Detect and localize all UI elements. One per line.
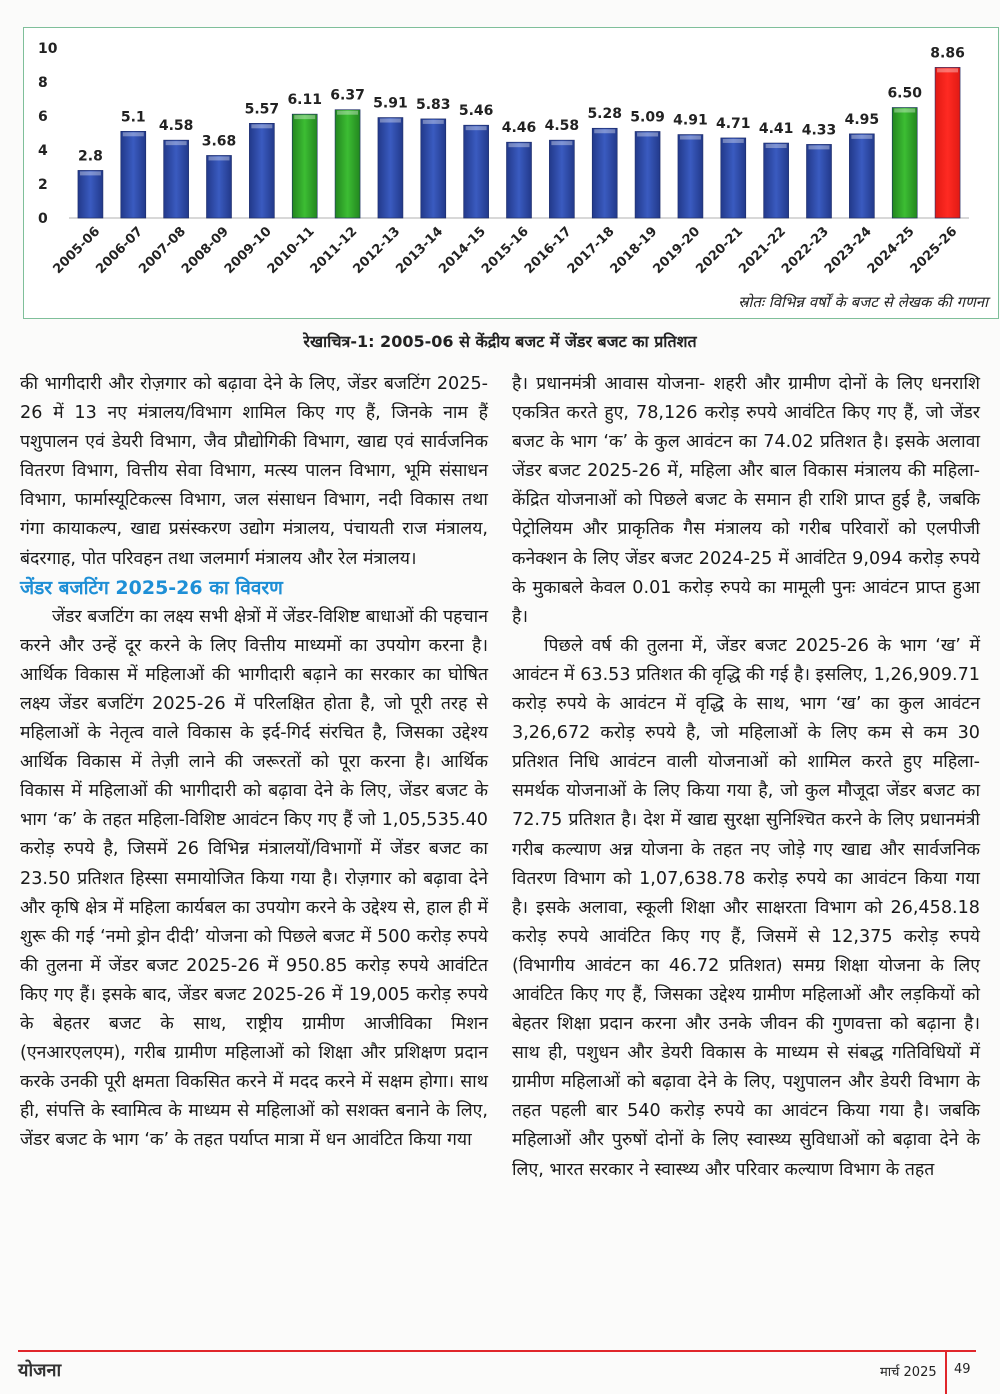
x-tick-label: 2015-16 [479, 224, 532, 278]
bar-2009-10 [249, 123, 274, 218]
footer-divider [18, 1350, 976, 1352]
bar-2023-24 [849, 134, 874, 218]
bar-highlight [509, 143, 530, 147]
article-column-left [20, 370, 488, 1155]
bar-2012-13 [378, 118, 403, 218]
magazine-name: योजना [18, 1360, 62, 1381]
x-tick-label: 2016-17 [521, 224, 575, 278]
data-label: 3.68 [201, 133, 237, 150]
bar-highlight [551, 141, 572, 145]
x-tick-label: 2018-19 [607, 224, 661, 278]
bar-highlight [80, 171, 101, 175]
bar-2022-23 [807, 144, 832, 218]
bar-2017-18 [592, 128, 617, 218]
data-label: 4.58 [158, 118, 194, 135]
bar-highlight [380, 119, 401, 123]
x-tick-label: 2022-23 [779, 224, 832, 278]
x-tick-label: 2010-11 [264, 224, 318, 278]
data-label: 5.46 [458, 103, 494, 120]
paragraph: पिछले वर्ष की तुलना में, जेंडर बजट 2025-26 के भाग ‘ख’ में आवंटन में 63.53 प्रतिशत की वृद्धि की गई है। इसलिए, 1,26,909.71 करोड़ रुपये के आवंटन में वृद्धि के साथ, भाग ‘ख’ का कुल आवंटन 3,26,672 करोड़ रुपये है, जो महिलाओं के लिए कम से कम 30 प्रतिशत निधि आवंटन वाली योजनाओं को शामिल करते हुए महिला-समर्थक योजनाओं के लिए किया गया है, जो कुल मौजूदा जेंडर बजट का 72.75 प्रतिशत है। देश में खाद्य सुरक्षा सुनिश्चित करने के लिए प्रधानमंत्री गरीब कल्याण अन्न योजना के तहत नए जोड़े गए खाद्य और सार्वजनिक वितरण विभाग को 1,07,638.78 करोड़ रुपये का आवंटन किया गया है। इसके अलावा, स्कूली शिक्षा और साक्षरता विभाग को 26,458.18 करोड़ रुपये आवंटित किए गए हैं, जिसमें से 12,375 करोड़ रुपये (विभागीय आवंटन का 46.72 प्रतिशत) समग्र शिक्षा योजना के लिए आवंटित किए गए हैं, जिसका उद्देश्य ग्रामीण महिलाओं और लड़कियों को बेहतर शिक्षा प्रदान करना और उनके जीवन की गुणवत्ता को बढ़ाना है। साथ ही, पशुधन और डेयरी विकास के माध्यम से संबद्ध गतिविधियों में ग्रामीण महिलाओं को बढ़ावा देने के लिए, पशुपालन और डेयरी विभाग के तहत पहली बार 540 करोड़ रुपये का आवंटन किया गया है। जबकि महिलाओं और पुरुषों दोनों के लिए स्वास्थ्य सुविधाओं को बढ़ावा देने के लिए, भारत सरकार ने स्वास्थ्य और परिवार कल्याण विभाग के तहत [512, 635, 980, 1180]
x-tick-label: 2025-26 [907, 224, 961, 278]
paragraph: की भागीदारी और रोज़गार को बढ़ावा देने के लिए, जेंडर बजटिंग 2025-26 में 13 नए मंत्रालय/विभाग शामिल किए गए हैं, जिनके नाम हैं पशुपालन एवं डेयरी विभाग, जैव प्रौद्योगिकी विभाग, खाद्य एवं सार्वजनिक वितरण विभाग, वित्तीय सेवा विभाग, मत्स्य पालन विभाग, भूमि संसाधन विभाग, फार्मास्यूटिकल्स विभाग, जल संसाधन विभाग, नदी विकास तथा गंगा कायाकल्प, खाद्य प्रसंस्करण उद्योग मंत्रालय, पंचायती राज मंत्रालय, बंदरगाह, पोत परिवहन तथा जलमार्ग मंत्रालय और रेल मंत्रालय। [20, 374, 488, 569]
footer-page-divider [945, 1350, 947, 1394]
x-tick-label: 2013-14 [393, 224, 447, 278]
data-label: 6.50 [887, 85, 922, 102]
bar-2006-07 [121, 131, 146, 218]
x-tick-label: 2009-10 [221, 224, 275, 278]
paragraph: जेंडर बजटिंग का लक्ष्य सभी क्षेत्रों में जेंडर-विशिष्ट बाधाओं की पहचान करने और उन्हें दूर करने के लिए वित्तीय माध्यमों का उपयोग करना है। आर्थिक विकास में महिलाओं की भागीदारी बढ़ाने का सरकार का घोषित लक्ष्य जेंडर बजटिंग 2025-26 में परिलक्षित होता है, जो पूरी तरह से महिलाओं के नेतृत्व वाले विकास के इर्द-गिर्द संरचित है, जिसका उद्देश्य आर्थिक विकास में तेज़ी लाने की जरूरतों को पूरा करना है। आर्थिक विकास में महिलाओं की भागीदारी को बढ़ावा देने के लिए, जेंडर बजट के भाग ‘क’ के तहत महिला-विशिष्ट आवंटन किए गए हैं जो 1,05,535.40 करोड़ रुपये है, जिसमें 26 विभिन्न मंत्रालयों/विभागों में जेंडर बजट का 23.50 प्रतिशत हिस्सा समायोजित किया गया है। रोज़गार को बढ़ावा देने और कृषि क्षेत्र में महिला कार्यबल का उपयोग करने के उद्देश्य से, हाल ही में शुरू की गई ‘नमो ड्रोन दीदी’ योजना को पिछले बजट में 500 करोड़ रुपये की तुलना में जेंडर बजट 2025-26 में 950.85 करोड़ रुपये आवंटित किए गए हैं। इसके बाद, जेंडर बजट 2025-26 में 19,005 करोड़ रुपये के बेहतर बजट के साथ, राष्ट्रीय ग्रामीण आजीविका मिशन (एनआरएलएम), गरीब ग्रामीण महिलाओं को शिक्षा और प्रशिक्षण प्रदान करके उनकी पूरी क्षमता विकसित करने में मदद करने में सक्षम होगा। साथ ही, संपत्ति के स्वामित्व के माध्यम से महिलाओं को सशक्त बनाने के लिए, जेंडर बजट के भाग ‘क’ के तहत पर्याप्त मात्रा में धन आवंटित किया गया [20, 606, 488, 1151]
x-tick-label: 2020-21 [693, 224, 747, 278]
data-label: 2.8 [78, 148, 103, 165]
bar-highlight [809, 145, 830, 149]
bar-2020-21 [721, 138, 746, 218]
data-label: 5.28 [587, 106, 622, 123]
bar-2021-22 [764, 143, 789, 218]
chart-canvas [24, 28, 1000, 320]
x-tick-label: 2023-24 [821, 224, 875, 278]
data-label: 6.11 [287, 92, 322, 109]
issue-date: मार्च 2025 [880, 1365, 937, 1380]
bar-highlight [209, 156, 230, 160]
x-tick-label: 2006-07 [93, 224, 147, 278]
bar-highlight [337, 111, 358, 115]
bar-2024-25 [892, 108, 917, 219]
bar-highlight [723, 139, 744, 143]
bar-highlight [423, 120, 444, 124]
x-tick-label: 2005-06 [50, 224, 104, 278]
data-label: 4.95 [844, 111, 880, 128]
x-tick-label: 2021-22 [736, 224, 789, 278]
bar-2011-12 [335, 110, 360, 218]
bar-highlight [166, 141, 187, 145]
bar-2005-06 [78, 170, 103, 218]
bar-highlight [594, 129, 615, 133]
data-label: 4.71 [716, 115, 751, 132]
bar-highlight [123, 132, 144, 136]
bar-highlight [851, 135, 872, 139]
chart-source: स्रोतः विभिन्न वर्षों के बजट से लेखक की गणना [738, 293, 988, 311]
data-label: 8.86 [930, 45, 965, 62]
data-label: 5.1 [120, 109, 146, 126]
x-tick-label: 2012-13 [350, 224, 404, 278]
y-tick-label: 2 [38, 177, 48, 193]
x-tick-label: 2011-12 [307, 224, 361, 278]
x-tick-label: 2008-09 [179, 224, 232, 278]
data-label: 4.58 [544, 118, 580, 135]
bar-highlight [894, 109, 915, 113]
bar-highlight [637, 132, 658, 136]
y-tick-label: 10 [38, 41, 58, 57]
bar-highlight [937, 68, 958, 72]
page-number: 49 [954, 1362, 971, 1377]
bar-highlight [466, 126, 487, 130]
data-label: 6.37 [330, 87, 365, 104]
data-label: 5.57 [244, 101, 280, 118]
bar-highlight [294, 115, 315, 119]
figure-caption: रेखाचित्र-1: 2005-06 से केंद्रीय बजट में जेंडर बजट का प्रतिशत [303, 332, 697, 351]
bar-2025-26 [935, 67, 960, 218]
paragraph: है। प्रधानमंत्री आवास योजना- शहरी और ग्रामीण दोनों के लिए धनराशि एकत्रित करते हुए, 78,126 करोड़ रुपये आवंटित किए गए हैं, जो जेंडर बजट के भाग ‘क’ के कुल आवंटन का 74.02 प्रतिशत है। इसके अलावा जेंडर बजट 2025-26 में, महिला और बाल विकास मंत्रालय की महिला-केंद्रित योजनाओं को पिछले बजट के समान ही राशि प्राप्त हुई है, जबकि पेट्रोलियम और प्राकृतिक गैस मंत्रालय को गरीब परिवारों को एलपीजी कनेक्शन के लिए जेंडर बजट 2024-25 में आवंटित 9,094 करोड़ रुपये के मुकाबले केवल 0.01 करोड़ रुपये का मामूली पुनः आवंटन प्राप्त हुआ है। [512, 374, 980, 627]
bar-highlight [251, 124, 272, 128]
bar-2010-11 [292, 114, 317, 218]
y-tick-label: 8 [38, 75, 48, 91]
y-tick-label: 4 [38, 143, 48, 159]
bar-2008-09 [207, 155, 232, 218]
bar-highlight [680, 136, 701, 140]
data-label: 5.91 [373, 95, 408, 112]
section-heading: जेंडर बजटिंग 2025-26 का विवरण [20, 576, 283, 599]
x-tick-label: 2017-18 [564, 224, 618, 278]
data-label: 4.91 [673, 112, 708, 129]
bar-2016-17 [549, 140, 574, 218]
bar-chart [23, 27, 999, 319]
x-tick-label: 2019-20 [650, 224, 704, 278]
bar-2015-16 [507, 142, 532, 218]
bar-2007-08 [164, 140, 189, 218]
bar-2013-14 [421, 119, 446, 218]
x-tick-label: 2007-08 [136, 224, 189, 278]
y-tick-label: 6 [38, 109, 48, 125]
article-column-right [512, 370, 980, 1185]
bar-highlight [766, 144, 787, 148]
data-label: 4.33 [801, 122, 837, 139]
y-tick-label: 0 [38, 211, 48, 227]
bar-2014-15 [464, 125, 489, 218]
x-tick-label: 2014-15 [436, 224, 489, 278]
data-label: 5.09 [630, 109, 665, 126]
bar-2018-19 [635, 131, 660, 218]
data-label: 5.83 [416, 96, 451, 113]
x-tick-label: 2024-25 [864, 224, 918, 278]
data-label: 4.41 [758, 121, 794, 138]
data-label: 4.46 [501, 120, 537, 137]
bar-2019-20 [678, 135, 703, 218]
